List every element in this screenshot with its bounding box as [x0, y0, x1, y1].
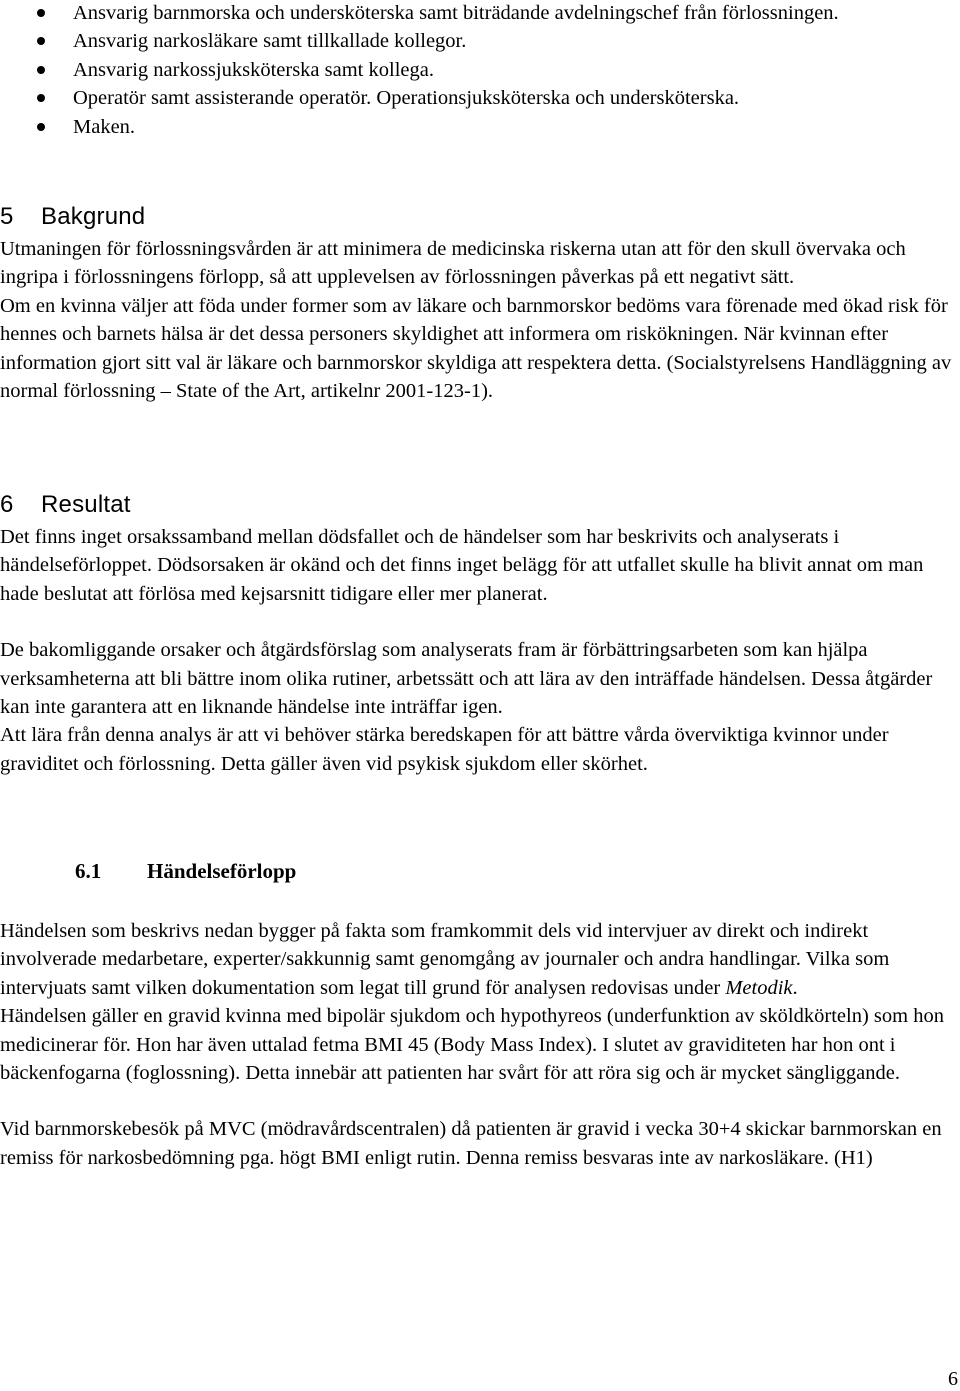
section-heading: 5 Bakgrund [0, 203, 146, 230]
paragraph: Det finns inget orsakssamband mellan dödsfallet och de händelser som har beskrivits och analyserats i händelseförloppet. Dödsorsaken är okänd och det finns inget belägg för att utfallet skulle ha blivit annat om man hade beslutat att förlösa med kejsarsnitt tidigare eller mer planerat. [0, 526, 924, 605]
paragraph-text: Händelsen som beskrivs nedan bygger på fakta som framkommit dels vid intervjuer av direkt och indirekt involverade medarbetare, experter/sakkunnig samt genomgång av journaler och andra handlingar. Vilka som intervjuats samt vilken dokumentation som legat till grund för analysen redovisas under [0, 920, 890, 999]
list-item-text: Operatör samt assisterande operatör. Operationsjuksköterska och undersköterska. [73, 87, 740, 110]
paragraph: Om en kvinna väljer att föda under former som av läkare och barnmorskor bedöms vara förenade med ökad risk för hennes och barnets hälsa är det dessa personers skyldighet att informera om riskökningen. När kvinnan efter information gjort sitt val är läkare och barnmorskor skyldiga att respektera detta. (Socialstyrelsens Handläggning av normal förlossning – State of the Art, artikelnr 2001-123-1). [0, 294, 952, 403]
subsection-heading [75, 857, 296, 885]
list-item [0, 113, 960, 141]
paragraph [0, 917, 958, 1002]
paragraph-end: . [792, 976, 798, 999]
list-item-text: Ansvarig barnmorska och undersköterska samt biträdande avdelningschef från förlossningen. [73, 2, 839, 24]
bullet-icon [37, 9, 45, 17]
paragraph: De bakomliggande orsaker och åtgärdsförslag som analyserats fram är förbättringsarbeten som kan hjälpa verksamheterna att bli bättre inom olika rutiner, arbetssätt och att lära av den inträffade händelsen. Dessa åtgärder kan inte garantera att en liknande händelse inte inträffar igen. [0, 639, 933, 719]
section-bakgrund [0, 202, 958, 405]
list-item-text: Ansvarig narkossjuksköterska samt kollega. [73, 58, 434, 81]
list-item [0, 56, 960, 84]
italic-reference: Metodik [725, 976, 793, 999]
section-resultat [0, 490, 958, 778]
paragraph: Att lära från denna analys är att vi behöver stärka beredskapen för att bättre vårda överviktiga kvinnor under graviditet och förlossning. Detta gäller även vid psykisk sjukdom eller skörhet. [0, 724, 889, 775]
bullet-icon [37, 94, 45, 102]
bullet-icon [37, 123, 45, 131]
paragraph: Händelsen gäller en gravid kvinna med bipolär sjukdom och hypothyreos (underfunktion av sköldkörteln) som hon medicinerar för. Hon har även uttalad fetma BMI 45 (Body Mass Index). I slutet av graviditeten har hon ont i bäckenfogarna (foglossning). Detta innebär att patienten har svårt för att röra sig och är mycket sängliggande. [0, 1005, 944, 1085]
page-number: 6 [948, 1368, 958, 1390]
bullet-icon [37, 37, 45, 45]
subsection-number: 6.1 [75, 859, 102, 883]
list-item-text: Ansvarig narkosläkare samt tillkallade kollegor. [73, 30, 467, 53]
list-item [0, 0, 960, 27]
paragraph: Vid barnmorskebesök på MVC (mödravårdscentralen) då patienten är gravid i vecka 30+4 skickar barnmorskan en remiss för narkosbedömning pga. högt BMI enligt rutin. Denna remiss besvaras inte av narkosläkare. (H1) [0, 1118, 942, 1169]
list-item [0, 84, 960, 112]
bullet-icon [37, 66, 45, 74]
participant-list [0, 0, 960, 141]
list-item [0, 27, 960, 55]
paragraph: Utmaningen för förlossningsvården är att minimera de medicinska riskerna utan att för den skull övervaka och ingripa i förlossningens förlopp, så att upplevelsen av förlossningen påverkas på ett negativt sätt. [0, 238, 906, 289]
list-item-text: Maken. [73, 115, 136, 138]
section-heading: 6 Resultat [0, 491, 131, 518]
subsection-title: Händelseförlopp [147, 859, 297, 883]
section-handelseforlopp [0, 917, 958, 1172]
